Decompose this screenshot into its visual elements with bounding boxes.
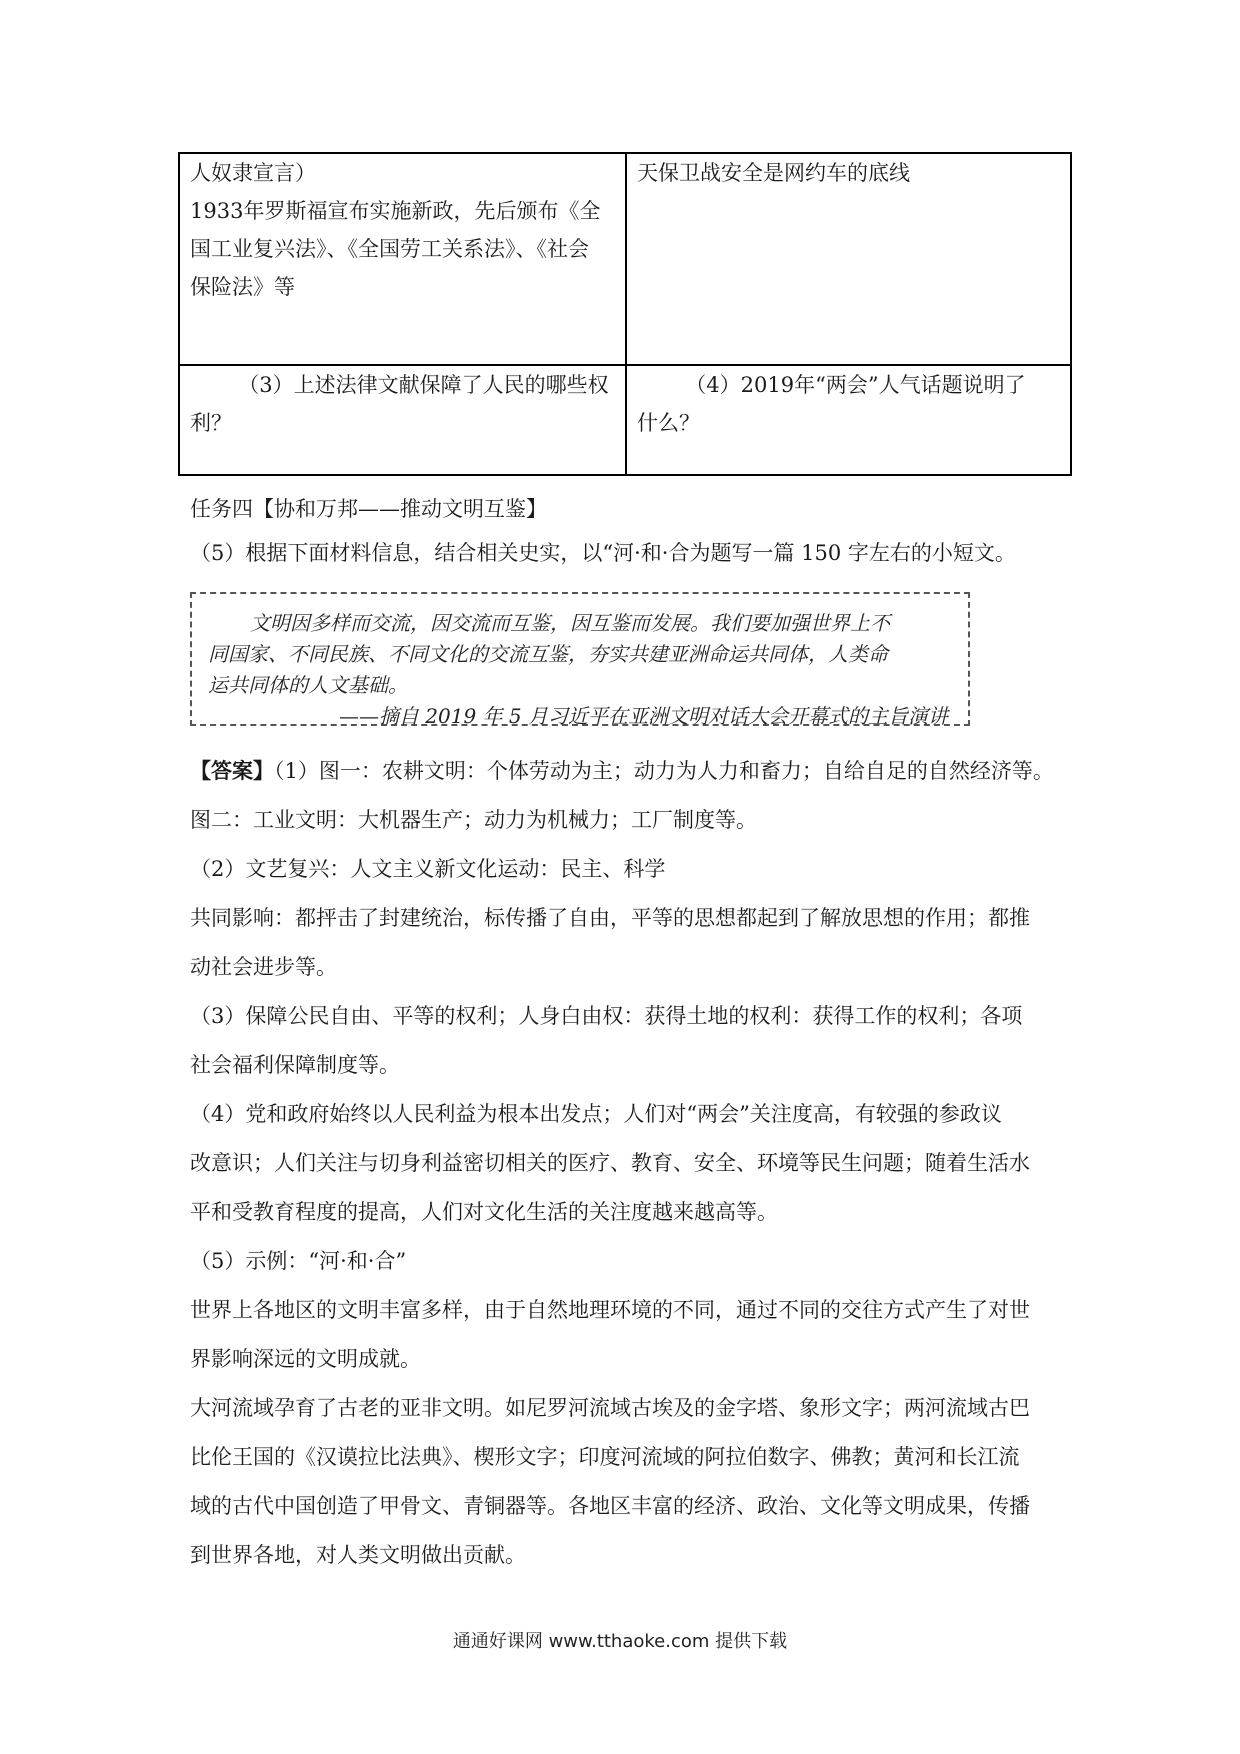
cell-line: 1933年罗斯福宣布实施新政，先后颁布《全 bbox=[190, 199, 601, 223]
quote-box bbox=[190, 592, 970, 726]
quote-line: 同国家、不同民族、不同文化的交流互鉴，夯实共建亚洲命运共同体，人类命 bbox=[208, 642, 888, 666]
cell-line: 利？ bbox=[190, 411, 232, 435]
table-cell-law-documents bbox=[179, 153, 626, 365]
table-cell-two-sessions bbox=[626, 153, 1071, 365]
table-cell-question-3 bbox=[179, 365, 626, 475]
answer-line: 比伦王国的《汉谟拉比法典》、楔形文字；印度河流域的阿拉伯数字、佛教；黄河和长江流 bbox=[190, 1445, 1020, 1469]
answer-line: 动社会进步等。 bbox=[190, 955, 337, 979]
answer-line: 大河流域孕育了古老的亚非文明。如尼罗河流域古埃及的金字塔、象形文字；两河流域古巴 bbox=[190, 1396, 1030, 1420]
cell-line: 保险法》等 bbox=[190, 275, 295, 299]
answer-line: （5）示例：“河·和·合” bbox=[190, 1249, 407, 1273]
question-table bbox=[178, 152, 1072, 476]
table-row bbox=[179, 365, 1071, 475]
quote-line: 文明因多样而交流，因交流而互鉴，因互鉴而发展。我们要加强世界上不 bbox=[250, 611, 890, 635]
cell-line: 人奴隶宣言） bbox=[190, 161, 316, 185]
answer-line: 到世界各地，对人类文明做出贡献。 bbox=[190, 1543, 526, 1567]
answer-line: 域的古代中国创造了甲骨文、青铜器等。各地区丰富的经济、政治、文化等文明成果，传播 bbox=[190, 1494, 1030, 1518]
table-cell-question-4 bbox=[626, 365, 1071, 475]
answer-line: 界影响深远的文明成就。 bbox=[190, 1347, 421, 1371]
page-footer: 通通好课网 www.tthaoke.com 提供下载 bbox=[452, 1631, 788, 1652]
answer-line: 改意识；人们关注与切身利益密切相关的医疗、教育、安全、环境等民生问题；随着生活水 bbox=[190, 1151, 1030, 1175]
cell-line: 什么？ bbox=[637, 411, 700, 435]
answer-line: 图二：工业文明：大机器生产；动力为机械力；工厂制度等。 bbox=[190, 808, 757, 832]
quote-source: ——摘自 2019 年 5 月习近平在亚洲文明对话大会开幕式的主旨演讲 bbox=[338, 704, 948, 728]
answer-line: （3）保障公民自由、平等的权利；人身白由权：获得土地的权利：获得工作的权利；各项 bbox=[190, 1004, 1023, 1028]
answer-line: （2）文艺复兴：人文主义新文化运动：民主、科学 bbox=[190, 857, 666, 881]
cell-line: 国工业复兴法》、《全国劳工关系法》、《社会 bbox=[190, 237, 589, 261]
cell-line: （4）2019年“两会”人气话题说明了 bbox=[685, 373, 1026, 397]
answer-text: （1）图一：农耕文明：个体劳动为主；动力为人力和畜力；自给自足的自然经济等。 bbox=[274, 759, 1054, 783]
answer-section bbox=[190, 746, 1070, 1580]
cell-line: （3）上述法律文献保障了人民的哪些权 bbox=[238, 373, 609, 397]
quote-line: 运共同体的人文基础。 bbox=[208, 673, 408, 697]
task-four-heading: 任务四【协和万邦——推动文明互鉴】 bbox=[190, 497, 547, 521]
answer-line: 平和受教育程度的提高，人们对文化生活的关注度越来越高等。 bbox=[190, 1200, 778, 1224]
answer-line bbox=[190, 746, 1070, 796]
answer-label: 【答案】 bbox=[190, 758, 274, 783]
answer-line: 共同影响：都抨击了封建统治，标传播了自由，平等的思想都起到了解放思想的作用；都推 bbox=[190, 906, 1030, 930]
answer-line: 世界上各地区的文明丰富多样，由于自然地理环境的不同，通过不同的交往方式产生了对世 bbox=[190, 1298, 1030, 1322]
question-5: （5）根据下面材料信息，结合相关史实，以“河·和·合为题写一篇 150 字左右的小短文。 bbox=[190, 541, 1016, 565]
answer-line: 社会福利保障制度等。 bbox=[190, 1053, 400, 1077]
answer-line: （4）党和政府始终以人民利益为根本出发点；人们对“两会”关注度高，有较强的参政议 bbox=[190, 1102, 1002, 1126]
table-row bbox=[179, 153, 1071, 365]
cell-line: 天保卫战安全是网约车的底线 bbox=[637, 161, 910, 185]
